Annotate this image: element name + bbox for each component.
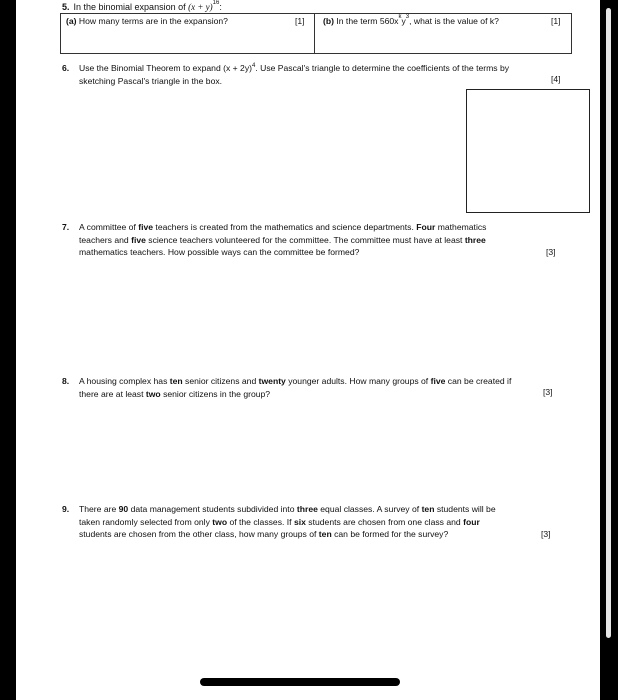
question-5-stem: 5. In the binomial expansion of $(x + y)^{16}$:: [62, 0, 222, 12]
question-8-text: A housing complex has ten senior citizens and twenty younger adults. How many groups of five can be created if there are at least two senior citizens in the group?: [79, 376, 512, 399]
question-5-table: [60, 13, 572, 54]
question-9-text: There are 90 data management students subdivided into three equal classes. A survey of ten students will be taken randomly selected from only two of the classes. If six students are chosen from one class and four students are chosen from the other class, how many groups of ten can be formed for the survey?: [79, 504, 496, 539]
pascal-triangle-box[interactable]: [466, 89, 590, 213]
question-6-text: Use the Binomial Theorem to expand $(x + 2y)^4$. Use Pascal's triangle to determine the coefficients of the terms by sketching Pascal's triangle in the box.: [79, 63, 510, 86]
table-divider: [314, 14, 315, 53]
question-5a-mark: [1]: [295, 16, 305, 26]
question-9-mark: [3]: [541, 529, 551, 539]
question-number: 5.: [62, 2, 70, 12]
question-5a: (a) How many terms are in the expansion?: [66, 16, 228, 26]
scrollbar[interactable]: [606, 8, 611, 638]
question-number: 9.: [62, 504, 70, 514]
question-number: 7.: [62, 222, 70, 232]
question-5b: (b) In the term $560x^ky^3$, what is the value of k?: [323, 14, 499, 26]
question-number: 6.: [62, 63, 70, 73]
question-number: 8.: [62, 376, 70, 386]
question-7-text: A committee of five teachers is created from the mathematics and science departments. Four mathematics teachers and five science teachers volunteered for the committee. The committee must have at least three mathematics teachers. How possible ways can the committee be formed?: [79, 222, 487, 257]
home-indicator[interactable]: [200, 678, 400, 686]
question-6-mark: [4]: [551, 74, 561, 84]
question-5b-mark: [1]: [551, 16, 561, 26]
question-7-mark: [3]: [546, 247, 556, 257]
question-8-mark: [3]: [543, 387, 553, 397]
